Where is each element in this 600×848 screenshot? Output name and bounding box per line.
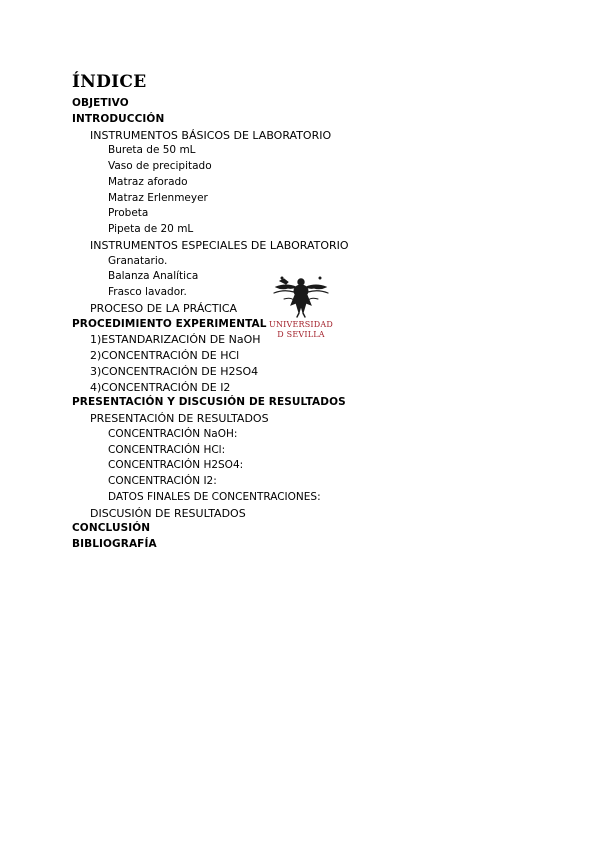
logo-text-line2: D SEVILLA (277, 330, 325, 339)
toc-entry-level2: Probeta (108, 207, 149, 220)
toc-entry-level2: Bureta de 50 mL (108, 144, 196, 157)
logo-text-line1: UNIVERSIDAD (269, 320, 333, 329)
toc-entry-level0: INTRODUCCIÓN (72, 112, 165, 125)
toc-entry-level0: OBJETIVO (72, 97, 129, 109)
toc-entry-level1: 3)CONCENTRACIÓN DE H2SO4 (90, 364, 259, 378)
toc-entry-level1: INSTRUMENTOS ESPECIALES DE LABORATORIO (90, 238, 349, 252)
toc-entry-level1: 4)CONCENTRACIÓN DE I2 (90, 380, 231, 394)
toc-entry-level1: PRESENTACIÓN DE RESULTADOS (90, 412, 269, 425)
toc-entry-level1: 1)ESTANDARIZACIÓN DE NaOH (90, 333, 261, 347)
toc-entry-level2: CONCENTRACIÓN H2SO4: (108, 459, 244, 472)
toc-entry-level0: BIBLIOGRAFÍA (72, 538, 157, 550)
university-logo (266, 273, 336, 345)
toc-entry-level2: CONCENTRACIÓN I2: (108, 475, 217, 487)
toc-entry-level2: Matraz Erlenmeyer (108, 191, 208, 204)
toc-entry-level1: DISCUSIÓN DE RESULTADOS (90, 506, 246, 520)
toc-entry-level0: PROCEDIMIENTO EXPERIMENTAL (72, 317, 267, 330)
university-seal-icon (266, 273, 336, 319)
toc-entry-level2: DATOS FINALES DE CONCENTRACIONES: (108, 490, 321, 503)
toc-entry-level2: Granatario. (108, 254, 168, 267)
toc-entry-level1: PROCESO DE LA PRÁCTICA (90, 301, 238, 315)
toc-entry-level2: CONCENTRACIÓN NaOH: (108, 427, 238, 440)
toc-entry-level1: INSTRUMENTOS BÁSICOS DE LABORATORIO (90, 128, 332, 142)
toc-entry-level2: Pipeta de 20 mL (108, 223, 194, 235)
page-title: ÍNDICE (72, 72, 147, 92)
toc-entry-level1: 2)CONCENTRACIÓN DE HCl (90, 349, 240, 362)
toc-entry-level0: PRESENTACIÓN Y DISCUSIÓN DE RESULTADOS (72, 396, 346, 409)
toc-entry-level2: Balanza Analítica (108, 270, 199, 283)
toc-entry-level0: CONCLUSIÓN (72, 522, 151, 535)
toc-entry-level2: Frasco lavador. (108, 286, 187, 298)
toc-entry-level2: Matraz aforado (108, 175, 188, 188)
toc-entry-level2: Vaso de precipitado (108, 160, 212, 172)
toc-entry-level2: CONCENTRACIÓN HCl: (108, 443, 226, 456)
